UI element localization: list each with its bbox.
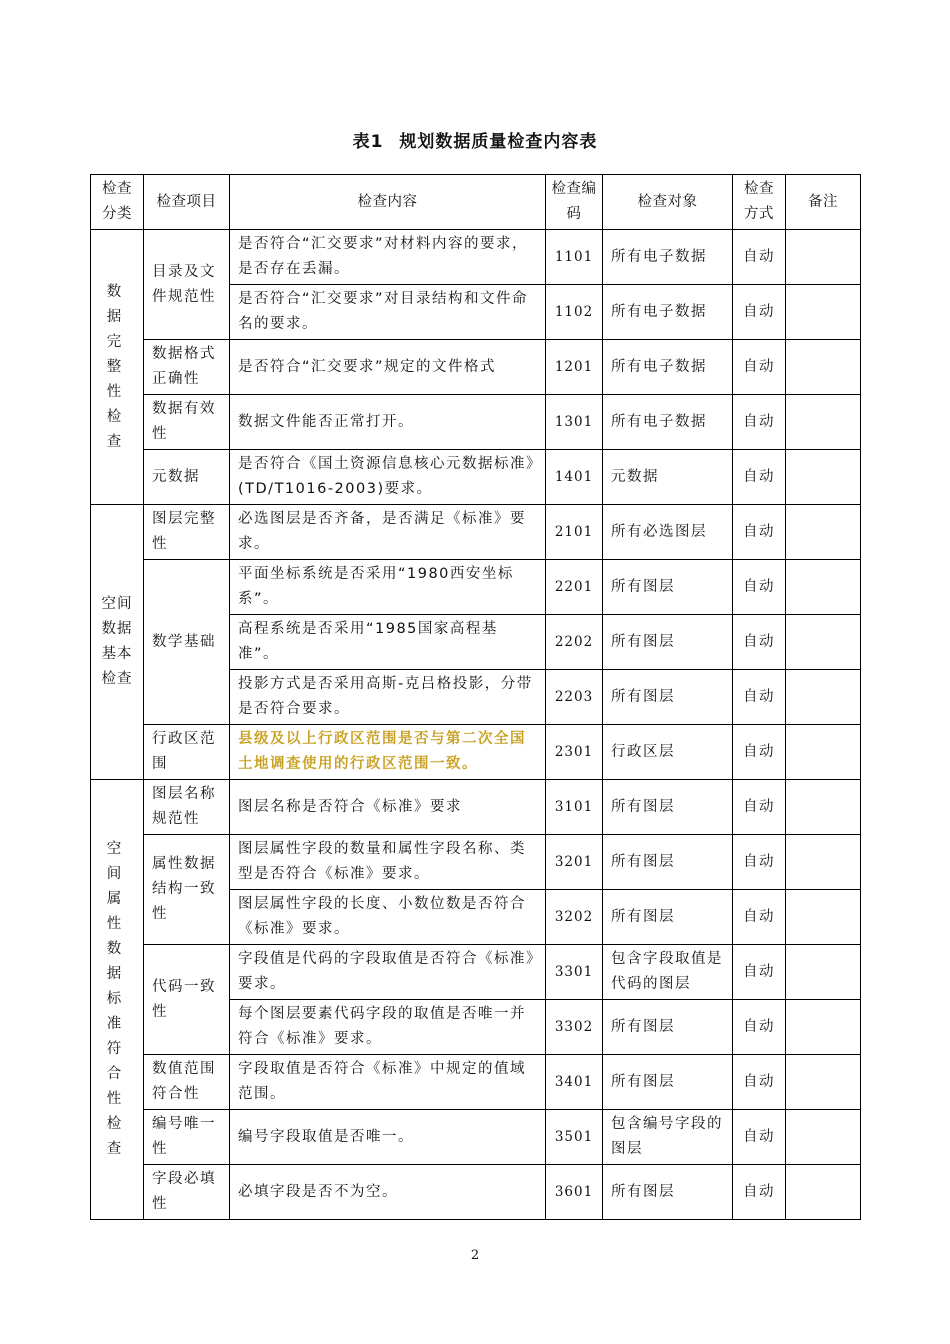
table-row bbox=[91, 230, 861, 285]
table-row bbox=[91, 1165, 861, 1220]
item-cell: 属性数据结构一致性 bbox=[144, 835, 230, 945]
header-note: 备注 bbox=[786, 175, 861, 230]
mode-cell: 自动 bbox=[733, 945, 786, 1000]
header-code: 检查编码 bbox=[546, 175, 603, 230]
mode-cell: 自动 bbox=[733, 450, 786, 505]
table-row bbox=[91, 395, 861, 450]
item-cell: 目录及文件规范性 bbox=[144, 230, 230, 340]
note-cell bbox=[786, 615, 861, 670]
mode-cell: 自动 bbox=[733, 890, 786, 945]
object-cell: 所有图层 bbox=[603, 780, 733, 835]
content-cell: 投影方式是否采用高斯-克吕格投影，分带是否符合要求。 bbox=[230, 670, 546, 725]
item-cell: 元数据 bbox=[144, 450, 230, 505]
object-cell: 包含编号字段的图层 bbox=[603, 1110, 733, 1165]
object-cell: 元数据 bbox=[603, 450, 733, 505]
header-row bbox=[91, 175, 861, 230]
category-cell: 空间数据基本检查 bbox=[91, 505, 144, 780]
code-cell: 1102 bbox=[546, 285, 603, 340]
mode-cell: 自动 bbox=[733, 1055, 786, 1110]
note-cell bbox=[786, 340, 861, 395]
content-cell: 是否符合“汇交要求”规定的文件格式 bbox=[230, 340, 546, 395]
object-cell: 所有图层 bbox=[603, 615, 733, 670]
mode-cell: 自动 bbox=[733, 725, 786, 780]
object-cell: 所有电子数据 bbox=[603, 230, 733, 285]
object-cell: 所有电子数据 bbox=[603, 285, 733, 340]
header-mode: 检查方式 bbox=[733, 175, 786, 230]
content-cell: 图层名称是否符合《标准》要求 bbox=[230, 780, 546, 835]
mode-cell: 自动 bbox=[733, 395, 786, 450]
content-cell: 图层属性字段的数量和属性字段名称、类型是否符合《标准》要求。 bbox=[230, 835, 546, 890]
note-cell bbox=[786, 780, 861, 835]
code-cell: 2202 bbox=[546, 615, 603, 670]
code-cell: 3301 bbox=[546, 945, 603, 1000]
object-cell: 行政区层 bbox=[603, 725, 733, 780]
object-cell: 所有图层 bbox=[603, 890, 733, 945]
category-cell: 数据完整性检查 bbox=[91, 230, 144, 505]
code-cell: 2301 bbox=[546, 725, 603, 780]
item-cell: 字段必填性 bbox=[144, 1165, 230, 1220]
note-cell bbox=[786, 505, 861, 560]
code-cell: 3501 bbox=[546, 1110, 603, 1165]
mode-cell: 自动 bbox=[733, 1110, 786, 1165]
content-cell: 必选图层是否齐备，是否满足《标准》要求。 bbox=[230, 505, 546, 560]
code-cell: 1101 bbox=[546, 230, 603, 285]
object-cell: 所有必选图层 bbox=[603, 505, 733, 560]
content-cell: 是否符合《国土资源信息核心元数据标准》(TD/T1016-2003)要求。 bbox=[230, 450, 546, 505]
header-object: 检查对象 bbox=[603, 175, 733, 230]
object-cell: 所有电子数据 bbox=[603, 395, 733, 450]
table-row bbox=[91, 725, 861, 780]
code-cell: 2203 bbox=[546, 670, 603, 725]
table-title bbox=[0, 127, 950, 152]
mode-cell: 自动 bbox=[733, 285, 786, 340]
table-row bbox=[91, 835, 861, 890]
code-cell: 3302 bbox=[546, 1000, 603, 1055]
note-cell bbox=[786, 1165, 861, 1220]
note-cell bbox=[786, 230, 861, 285]
code-cell: 2101 bbox=[546, 505, 603, 560]
note-cell bbox=[786, 1000, 861, 1055]
note-cell bbox=[786, 835, 861, 890]
mode-cell: 自动 bbox=[733, 1165, 786, 1220]
item-cell: 数学基础 bbox=[144, 560, 230, 725]
mode-cell: 自动 bbox=[733, 615, 786, 670]
item-cell: 图层完整性 bbox=[144, 505, 230, 560]
mode-cell: 自动 bbox=[733, 780, 786, 835]
category-cell: 空间属性数据标准符合性检查 bbox=[91, 780, 144, 1220]
note-cell bbox=[786, 890, 861, 945]
note-cell bbox=[786, 450, 861, 505]
content-cell: 数据文件能否正常打开。 bbox=[230, 395, 546, 450]
item-cell: 图层名称规范性 bbox=[144, 780, 230, 835]
note-cell bbox=[786, 285, 861, 340]
note-cell bbox=[786, 1055, 861, 1110]
table-row bbox=[91, 780, 861, 835]
header-content: 检查内容 bbox=[230, 175, 546, 230]
page-number: 2 bbox=[470, 1248, 480, 1263]
content-cell: 平面坐标系统是否采用“1980西安坐标系”。 bbox=[230, 560, 546, 615]
table-row bbox=[91, 1055, 861, 1110]
code-cell: 1301 bbox=[546, 395, 603, 450]
mode-cell: 自动 bbox=[733, 340, 786, 395]
item-cell: 代码一致性 bbox=[144, 945, 230, 1055]
item-cell: 编号唯一性 bbox=[144, 1110, 230, 1165]
quality-check-table bbox=[90, 174, 861, 1220]
note-cell bbox=[786, 560, 861, 615]
table-row bbox=[91, 340, 861, 395]
item-cell: 行政区范围 bbox=[144, 725, 230, 780]
mode-cell: 自动 bbox=[733, 835, 786, 890]
mode-cell: 自动 bbox=[733, 1000, 786, 1055]
highlighted-text: 县级及以上行政区范围是否与第二次全国土地调查使用的行政区范围一致。 bbox=[238, 731, 526, 772]
note-cell bbox=[786, 945, 861, 1000]
object-cell: 所有图层 bbox=[603, 670, 733, 725]
code-cell: 2201 bbox=[546, 560, 603, 615]
code-cell: 3201 bbox=[546, 835, 603, 890]
item-cell: 数据有效性 bbox=[144, 395, 230, 450]
note-cell bbox=[786, 725, 861, 780]
object-cell: 所有图层 bbox=[603, 1055, 733, 1110]
note-cell bbox=[786, 670, 861, 725]
note-cell bbox=[786, 1110, 861, 1165]
mode-cell: 自动 bbox=[733, 670, 786, 725]
table-row bbox=[91, 560, 861, 615]
header-item: 检查项目 bbox=[144, 175, 230, 230]
content-cell: 图层属性字段的长度、小数位数是否符合《标准》要求。 bbox=[230, 890, 546, 945]
content-cell: 是否符合“汇交要求”对目录结构和文件命名的要求。 bbox=[230, 285, 546, 340]
note-cell bbox=[786, 395, 861, 450]
content-cell: 是否符合“汇交要求”对材料内容的要求，是否存在丢漏。 bbox=[230, 230, 546, 285]
code-cell: 3101 bbox=[546, 780, 603, 835]
code-cell: 3202 bbox=[546, 890, 603, 945]
item-cell: 数值范围符合性 bbox=[144, 1055, 230, 1110]
table-row bbox=[91, 945, 861, 1000]
content-cell: 字段取值是否符合《标准》中规定的值域范围。 bbox=[230, 1055, 546, 1110]
table-row bbox=[91, 450, 861, 505]
object-cell: 所有图层 bbox=[603, 835, 733, 890]
object-cell: 所有图层 bbox=[603, 1165, 733, 1220]
code-cell: 3401 bbox=[546, 1055, 603, 1110]
object-cell: 包含字段取值是代码的图层 bbox=[603, 945, 733, 1000]
table-number: 表1 bbox=[352, 132, 384, 152]
object-cell: 所有图层 bbox=[603, 1000, 733, 1055]
content-cell: 字段值是代码的字段取值是否符合《标准》要求。 bbox=[230, 945, 546, 1000]
content-cell: 必填字段是否不为空。 bbox=[230, 1165, 546, 1220]
mode-cell: 自动 bbox=[733, 560, 786, 615]
table-row bbox=[91, 505, 861, 560]
table-caption: 规划数据质量检查内容表 bbox=[399, 132, 598, 152]
content-cell bbox=[230, 725, 546, 780]
code-cell: 3601 bbox=[546, 1165, 603, 1220]
code-cell: 1201 bbox=[546, 340, 603, 395]
code-cell: 1401 bbox=[546, 450, 603, 505]
mode-cell: 自动 bbox=[733, 230, 786, 285]
content-cell: 每个图层要素代码字段的取值是否唯一并符合《标准》要求。 bbox=[230, 1000, 546, 1055]
object-cell: 所有图层 bbox=[603, 560, 733, 615]
header-category: 检查分类 bbox=[91, 175, 144, 230]
content-cell: 高程系统是否采用“1985国家高程基准”。 bbox=[230, 615, 546, 670]
object-cell: 所有电子数据 bbox=[603, 340, 733, 395]
content-cell: 编号字段取值是否唯一。 bbox=[230, 1110, 546, 1165]
table-row bbox=[91, 1110, 861, 1165]
item-cell: 数据格式正确性 bbox=[144, 340, 230, 395]
mode-cell: 自动 bbox=[733, 505, 786, 560]
